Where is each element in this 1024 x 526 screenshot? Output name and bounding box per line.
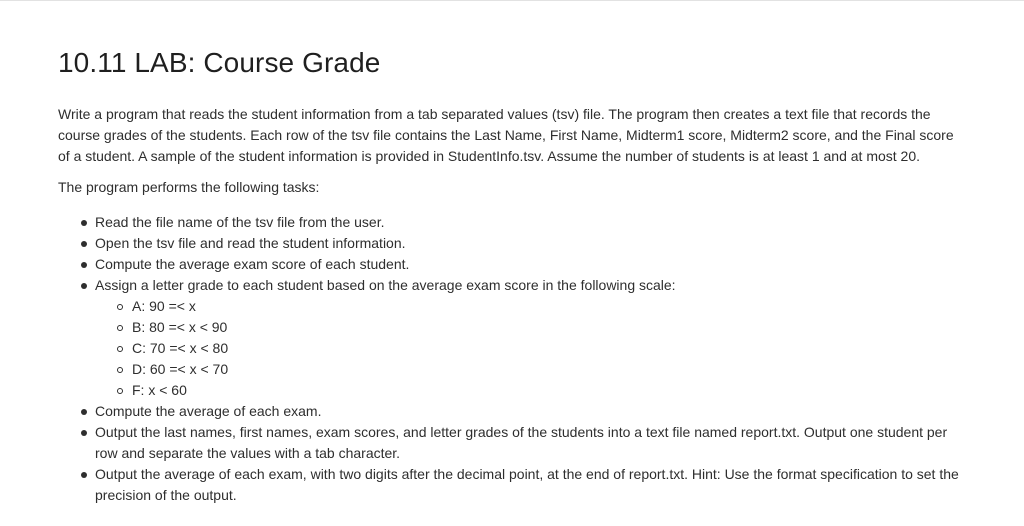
circle-bullet-icon xyxy=(117,346,123,352)
task-item-output-report xyxy=(95,422,968,464)
task-text: Open the tsv file and read the student information. xyxy=(95,235,406,251)
task-item-compute-exam-average xyxy=(95,401,968,422)
bullet-icon xyxy=(81,262,87,268)
bullet-icon xyxy=(81,409,87,415)
grade-scale-item xyxy=(132,317,968,338)
grade-scale-item xyxy=(132,338,968,359)
task-list xyxy=(58,212,968,506)
task-item-assign-letter-grade xyxy=(95,275,968,401)
task-item-open-file xyxy=(95,233,968,254)
task-text: Output the last names, first names, exam scores, and letter grades of the students into a text file named report.txt. Output one student per row and separate the values with a tab character. xyxy=(95,424,948,461)
task-text: Assign a letter grade to each student based on the average exam score in the following scale: xyxy=(95,277,676,293)
grade-scale-item xyxy=(132,296,968,317)
grade-scale-text: A: 90 =< x xyxy=(132,298,196,314)
grade-scale-text: B: 80 =< x < 90 xyxy=(132,319,228,335)
circle-bullet-icon xyxy=(117,325,123,331)
page-title: 10.11 LAB: Course Grade xyxy=(58,47,381,78)
circle-bullet-icon xyxy=(117,304,123,310)
task-text: Compute the average exam score of each student. xyxy=(95,256,410,272)
task-item-compute-student-average xyxy=(95,254,968,275)
grade-scale-item xyxy=(132,380,968,401)
bullet-icon xyxy=(81,283,87,289)
task-text: Read the file name of the tsv file from the user. xyxy=(95,214,385,230)
task-text: Compute the average of each exam. xyxy=(95,403,322,419)
bullet-icon xyxy=(81,430,87,436)
bullet-icon xyxy=(81,220,87,226)
grade-scale-text: D: 60 =< x < 70 xyxy=(132,361,229,377)
tasks-intro: The program performs the following tasks: xyxy=(58,179,320,195)
grade-scale-text: C: 70 =< x < 80 xyxy=(132,340,229,356)
circle-bullet-icon xyxy=(117,367,123,373)
circle-bullet-icon xyxy=(117,388,123,394)
bullet-icon xyxy=(81,241,87,247)
task-item-output-exam-averages xyxy=(95,464,968,506)
grade-scale-item xyxy=(132,359,968,380)
bullet-icon xyxy=(81,472,87,478)
task-item-read-filename xyxy=(95,212,968,233)
grade-scale-list xyxy=(95,296,968,401)
task-text: Output the average of each exam, with two digits after the decimal point, at the end of report.txt. Hint: Use the format specification to set the precision of the output. xyxy=(95,466,959,503)
top-divider xyxy=(0,0,1024,1)
intro-paragraph: Write a program that reads the student information from a tab separated values (tsv) file. The program then creates a text file that records the course grades of the students. Each row of the tsv file contains the Last Name, First Name, Midterm1 score, Midterm2 score, and the Final score of a student. A sample of the student information is provided in StudentInfo.tsv. Assume the number of students is at least 1 and at most 20. xyxy=(58,106,954,164)
grade-scale-text: F: x < 60 xyxy=(132,382,187,398)
lab-content xyxy=(58,44,968,506)
